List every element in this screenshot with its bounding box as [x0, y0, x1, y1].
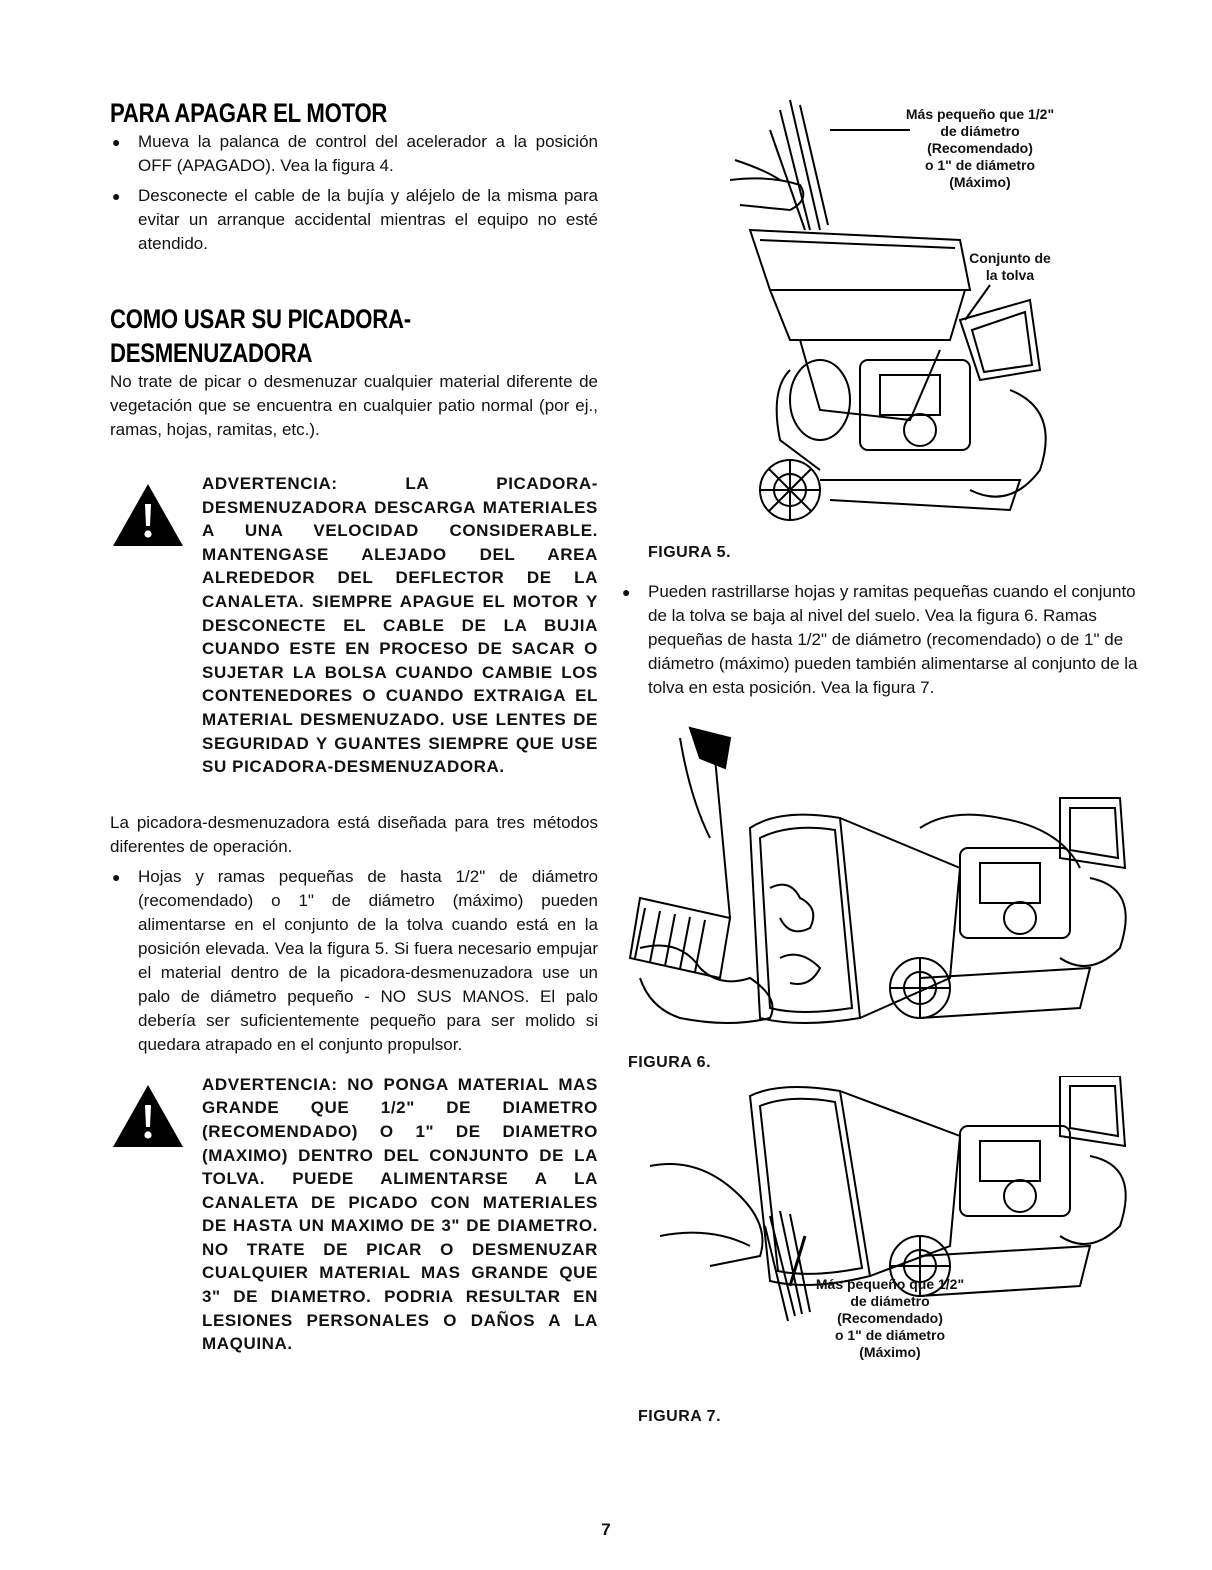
bullet-dot-icon: ● [112, 188, 121, 204]
label-line: (Máximo) [949, 174, 1011, 190]
warning-text-2: ADVERTENCIA: NO PONGA MATERIAL MAS GRANDE QUE 1/2" DE DIAMETRO (RECOMENDADO) O 1" DE DIAMETRO (MAXIMO) DENTRO DEL CONJUNTO DE LA TOLVA. PUEDE ALIMENTARSE A LA CANALETA DE PICADO CON MATERIALES DE HASTA UN MAXIMO DE 3" DE DIAMETRO. NO TRATE DE PICAR O DESMENUZAR CUALQUIER MATERIAL MAS GRANDE QUE 3" DE DIAMETRO. PODRIA RESULTAR EN LESIONES PERSONALES O DAÑOS A LA MAQUINA. [202, 1074, 598, 1354]
section-title-shutdown: PARA APAGAR EL MOTOR [110, 98, 388, 128]
figure-7 [620, 1076, 1140, 1396]
section-title-usage-line1: COMO USAR SU PICADORA- [110, 304, 411, 334]
right-column [620, 90, 1140, 1426]
warning-block-2 [110, 1073, 598, 1356]
list-item [620, 580, 1140, 700]
figure5-hopper-label [950, 250, 1070, 284]
page-number: 7 [601, 1520, 611, 1539]
warning-triangle-icon [110, 472, 202, 779]
warning-triangle-icon [110, 1073, 202, 1356]
chipper-raking-illustration [620, 718, 1140, 1048]
list-item [110, 130, 598, 178]
label-line: de diámetro [850, 1293, 930, 1309]
methods-intro: La picadora-desmenuzadora está diseñada para tres métodos diferentes de operación. [110, 812, 598, 856]
label-line: Más pequeño que 1/2" [815, 1276, 965, 1292]
warning-text-1: ADVERTENCIA: LA PICADORA-DESMENUZADORA DESCARGA MATERIALES A UNA VELOCIDAD CONSIDERABLE. MANTENGASE ALEJADO DEL AREA ALREDEDOR DEL DEFLECTOR DE LA CANALETA. SIEMPRE APAGUE EL MOTOR Y DESCONECTE EL CABLE DE LA BUJIA CUANDO ESTE EN PROCESO DE SACAR O SUJETAR LA BOLSA CUANDO CAMBIE LOS CONTENEDORES O CUANDO EXTRAIGA EL MATERIAL DESMENUZADO. USE LENTES DE SEGURIDAD Y GUANTES SIEMPRE QUE USE SU PICADORA-DESMENUZADORA. [202, 474, 598, 777]
label-line: (Recomendado) [837, 1310, 943, 1326]
figure5-size-label [870, 106, 1090, 191]
figure6-caption: FIGURA 6. [628, 1054, 712, 1071]
label-line: o 1" de diámetro [924, 157, 1036, 173]
list-item [110, 184, 598, 256]
label-line: de diámetro [940, 123, 1020, 139]
warning-block-1 [110, 472, 598, 779]
bullet-dot-icon: ● [112, 868, 121, 885]
bullet-dot-icon: ● [622, 584, 631, 600]
list-item [110, 865, 598, 1057]
label-line: Conjunto de [969, 250, 1051, 266]
label-line: Más pequeño que 1/2" [905, 106, 1055, 122]
label-line: o 1" de diámetro [834, 1327, 946, 1343]
bullet-text: Desconecte el cable de la bujía y aléjelo de la misma para evitar un arranque accidental mientras el equipo no esté atendido. [138, 186, 598, 253]
figure7-size-label [770, 1276, 1010, 1361]
bullet-dot-icon: ● [112, 134, 121, 150]
bullet-text: Hojas y ramas pequeñas de hasta 1/2" de diámetro (recomendado) o 1" de diámetro (máximo) pueden alimentarse en el conjunto de la tolva cuando está en la posición elevada. Vea la figura 5. Si fuera necesario empujar el material dentro de la picadora-desmenuzadora use un palo de diámetro pequeño - NO SUS MANOS. El palo debería ser suficientemente pequeño para ser molido si quedara atrapado en el conjunto propulsor. [138, 866, 598, 1054]
bullet-text: Mueva la palanca de control del acelerador a la posición OFF (APAGADO). Vea la figura 4. [138, 132, 598, 175]
section-title-usage-line2: DESMENUZADORA [110, 338, 313, 368]
bullet-text: Pueden rastrillarse hojas y ramitas pequeñas cuando el conjunto de la tolva se baja al nivel del suelo. Vea la figura 6. Ramas pequeñas de hasta 1/2" de diámetro (recomendado) o de 1" de diámetro (máximo) pueden también alimentarse al conjunto de la tolva en esta posición. Vea la figura 7. [648, 582, 1138, 697]
left-column [110, 98, 598, 1356]
figure-6 [620, 718, 1140, 1048]
label-line: (Recomendado) [927, 140, 1033, 156]
label-line: (Máximo) [859, 1344, 921, 1360]
label-line: la tolva [985, 267, 1035, 283]
intro-paragraph: No trate de picar o desmenuzar cualquier material diferente de vegetación que se encuentra en cualquier patio normal (por ej., ramas, hojas, ramitas, etc.). [110, 372, 598, 439]
figure7-caption: FIGURA 7. [638, 1408, 722, 1425]
figure5-caption: FIGURA 5. [648, 544, 732, 561]
figure-5 [620, 90, 1140, 530]
